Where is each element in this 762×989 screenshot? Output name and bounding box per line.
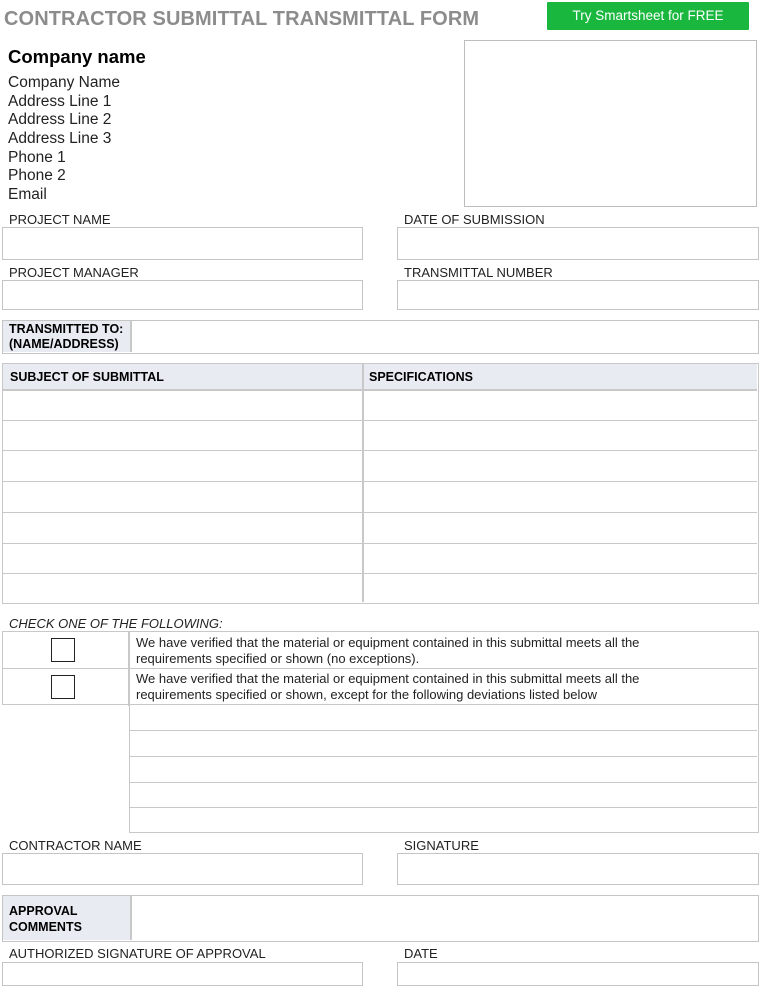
transmittal-number-field[interactable]: [397, 280, 759, 310]
subject-cell[interactable]: [3, 544, 362, 573]
check-options-box: [2, 631, 759, 705]
subject-cell[interactable]: [3, 451, 362, 481]
project-name-label: PROJECT NAME: [9, 212, 111, 227]
form-title: CONTRACTOR SUBMITTAL TRANSMITTAL FORM: [4, 8, 480, 30]
no-exceptions-statement: [136, 635, 754, 667]
subject-column-header: SUBJECT OF SUBMITTAL: [10, 370, 164, 384]
project-manager-field[interactable]: [2, 280, 363, 310]
deviation-line[interactable]: [130, 757, 757, 782]
company-heading: Company name: [8, 46, 146, 67]
with-deviations-checkbox[interactable]: [51, 675, 75, 699]
approval-date-field[interactable]: [397, 962, 759, 986]
try-smartsheet-button[interactable]: Try Smartsheet for FREE: [547, 2, 749, 30]
transmitted-to-header: [3, 321, 130, 352]
deviation-line[interactable]: [130, 808, 757, 831]
signature-label: SIGNATURE: [404, 838, 479, 853]
approval-comments-header: [3, 896, 130, 940]
authorized-signature-label: AUTHORIZED SIGNATURE OF APPROVAL: [9, 946, 266, 961]
specifications-column-header: SPECIFICATIONS: [369, 370, 473, 384]
transmitted-to-field[interactable]: [132, 321, 757, 352]
approval-comments-field[interactable]: [132, 896, 757, 940]
deviation-line[interactable]: [130, 705, 757, 730]
subject-cell[interactable]: [3, 513, 362, 543]
project-name-field[interactable]: [2, 227, 363, 260]
contractor-name-field[interactable]: [2, 853, 363, 885]
with-deviations-text-line-1: We have verified that the material or equipment contained in this submittal meets all the: [136, 671, 640, 686]
transmitted-to-label: TRANSMITTED TO:: [9, 322, 124, 336]
deviations-table: [129, 704, 759, 833]
specifications-cell[interactable]: [364, 544, 757, 573]
company-name-line: Company Name: [8, 74, 120, 91]
address-line-2: Address Line 2: [8, 111, 112, 128]
project-manager-label: PROJECT MANAGER: [9, 265, 139, 280]
specifications-cell[interactable]: [364, 421, 757, 450]
specifications-cell[interactable]: [364, 574, 757, 602]
phone-1-line: Phone 1: [8, 149, 66, 166]
contractor-name-label: CONTRACTOR NAME: [9, 838, 142, 853]
deviation-line[interactable]: [130, 731, 757, 756]
approval-comments-row: [2, 895, 759, 942]
deviation-line[interactable]: [130, 783, 757, 807]
subject-cell[interactable]: [3, 421, 362, 450]
check-options-heading: CHECK ONE OF THE FOLLOWING:: [9, 616, 223, 631]
approval-label: APPROVAL: [9, 904, 78, 918]
email-line: Email: [8, 186, 47, 203]
specifications-cell[interactable]: [364, 513, 757, 543]
specifications-cell[interactable]: [364, 391, 757, 420]
transmitted-to-row: [2, 320, 759, 354]
address-line-3: Address Line 3: [8, 130, 112, 147]
logo-placeholder[interactable]: [464, 40, 757, 207]
authorized-signature-field[interactable]: [2, 962, 363, 986]
subject-cell[interactable]: [3, 391, 362, 420]
signature-field[interactable]: [397, 853, 759, 885]
specifications-cell[interactable]: [364, 451, 757, 481]
date-of-submission-field[interactable]: [397, 227, 759, 260]
submittal-table: [2, 363, 759, 604]
address-line-1: Address Line 1: [8, 93, 112, 110]
name-address-label: (NAME/ADDRESS): [9, 337, 119, 351]
comments-label: COMMENTS: [9, 920, 82, 934]
date-of-submission-label: DATE OF SUBMISSION: [404, 212, 545, 227]
specifications-cell[interactable]: [364, 482, 757, 512]
phone-2-line: Phone 2: [8, 167, 66, 184]
transmittal-number-label: TRANSMITTAL NUMBER: [404, 265, 553, 280]
no-exceptions-checkbox[interactable]: [51, 638, 75, 662]
no-exceptions-text-line-2: requirements specified or shown (no exceptions).: [136, 651, 420, 666]
approval-date-label: DATE: [404, 946, 438, 961]
subject-cell[interactable]: [3, 574, 362, 602]
with-deviations-statement: [136, 671, 754, 703]
subject-cell[interactable]: [3, 482, 362, 512]
with-deviations-text-line-2: requirements specified or shown, except for the following deviations listed below: [136, 687, 598, 702]
no-exceptions-text-line-1: We have verified that the material or equipment contained in this submittal meets all the: [136, 635, 640, 650]
